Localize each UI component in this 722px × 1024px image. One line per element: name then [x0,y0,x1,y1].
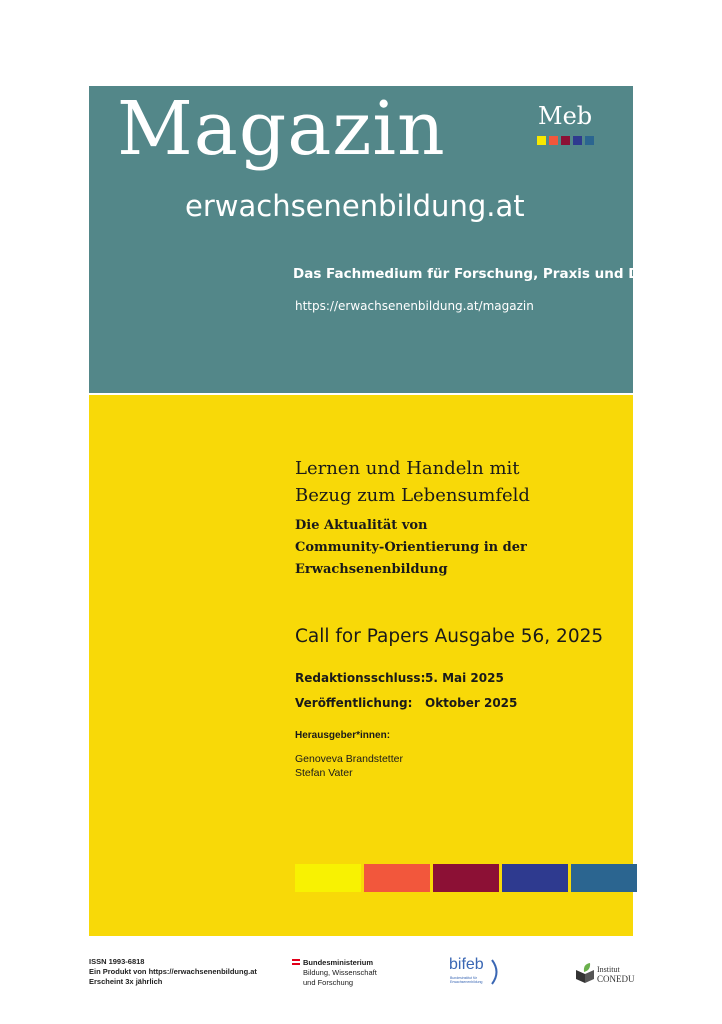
publication-label: Veröffentlichung: [295,696,413,710]
color-stripe [502,864,568,892]
conedu-book-icon [574,962,596,984]
publication-row [295,696,517,710]
editor-name: Genoveva Brandstetter [295,753,403,765]
issue-subtitle-line: Erwachsenenbildung [295,562,448,577]
product-text: Ein Produkt von https://erwachsenenbildung.at [89,967,257,976]
meb-square [585,136,594,145]
publication-value: Oktober 2025 [425,696,518,710]
conedu-line2: CONEDU [597,974,635,984]
meb-logo [535,104,607,148]
ministry-line: und Forschung [303,978,354,987]
color-stripe [295,864,361,892]
deadline-value: 5. Mai 2025 [425,671,504,685]
ministry-name: Bundesministerium [303,958,374,967]
meb-square [537,136,546,145]
conedu-line1: Institut [597,965,620,974]
meb-square [573,136,582,145]
footer-info [89,957,257,987]
meb-square [561,136,570,145]
conedu-logo [574,960,634,990]
color-stripe [433,864,499,892]
issue-subtitle-line: Community-Orientierung in der [295,540,527,555]
bifeb-logo [449,957,509,989]
deadline-row [295,671,504,685]
call-for-papers-heading: Call for Papers Ausgabe 56, 2025 [295,626,604,647]
tagline: Das Fachmedium für Forschung, Praxis und Diskurs [293,266,686,282]
austria-flag-icon [292,959,300,965]
issue-subtitle-line: Die Aktualität von [295,518,428,533]
editors-label: Herausgeber*innen: [295,730,391,741]
issue-title-line: Lernen und Handeln mit [295,458,520,479]
meb-square [549,136,558,145]
issue-subtitle [295,515,595,581]
color-stripe [364,864,430,892]
issn-text: ISSN 1993-6818 [89,957,145,966]
bifeb-subtitle: Bundesinstitut für Erwachsenenbildung [450,976,483,984]
editor-name: Stefan Vater [295,767,353,779]
issue-title [295,455,615,509]
ministry-line: Bildung, Wissenschaft [303,968,377,977]
meb-logo-text: Meb [538,102,593,130]
magazine-title: Magazin [117,86,446,172]
magazine-domain: erwachsenenbildung.at [185,189,525,223]
color-stripe [571,864,637,892]
frequency-text: Erscheint 3x jährlich [89,977,163,986]
deadline-label: Redaktionsschluss: [295,671,426,685]
magazine-url-link[interactable]: https://erwachsenenbildung.at/magazin [295,299,534,313]
meb-logo-squares [537,136,594,145]
bifeb-wordmark: bifeb [449,956,484,973]
color-stripes [295,864,637,892]
issue-title-line: Bezug zum Lebensumfeld [295,485,530,506]
